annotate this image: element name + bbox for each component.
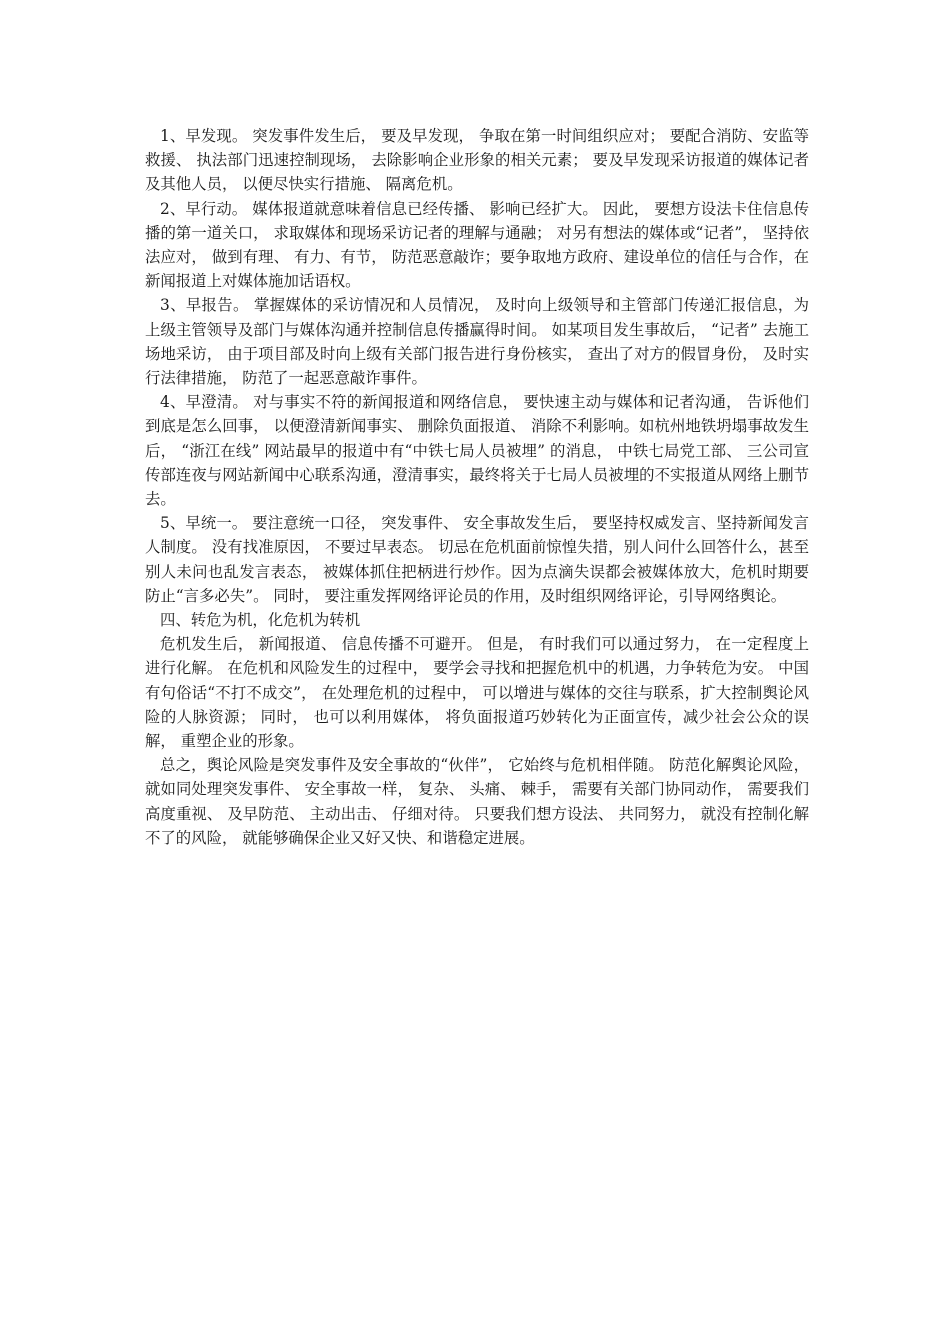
paragraph-early-discovery: 1、早发现。 突发事件发生后， 要及早发现， 争取在第一时间组织应对； 要配合消防、安监等救援、 执法部门迅速控制现场， 去除影响企业形象的相关元素； 要及早发现采访报道的媒体记者及其他人员， 以便尽快实行措施、 隔离危机。 [145, 127, 809, 194]
document-body [145, 124, 809, 850]
paragraph-early-report: 3、早报告。 掌握媒体的采访情况和人员情况， 及时向上级领导和主管部门传递汇报信息，为上级主管领导及部门与媒体沟通并控制信息传播赢得时间。 如某项目发生事故后， “记者” 去施工场地采访， 由于项目部及时向上级有关部门报告进行身份核实， 查出了对方的假冒身份， 及时实行法律措施， 防范了一起恶意敲诈事件。 [145, 296, 809, 388]
paragraph-crisis-opportunity: 危机发生后， 新闻报道、 信息传播不可避开。 但是， 有时我们可以通过努力， 在一定程度上进行化解。 在危机和风险发生的过程中， 要学会寻找和把握危机中的机遇，力争转危为安。 中国有句俗话“不打不成交”， 在处理危机的过程中， 可以增进与媒体的交往与联系，扩大控制舆论风险的人脉资源； 同时， 也可以利用媒体， 将负面报道巧妙转化为正面宣传，减少社会公众的误解， 重塑企业的形象。 [145, 635, 809, 751]
paragraph-conclusion: 总之，舆论风险是突发事件及安全事故的“伙伴”， 它始终与危机相伴随。 防范化解舆论风险， 就如同处理突发事件、 安全事故一样， 复杂、 头痛、 棘手， 需要有关部门协同动作， 需要我们高度重视、 及早防范、 主动出击、 仔细对待。 只要我们想方设法、 共同努力， 就没有控制化解不了的风险， 就能够确保企业又好又快、和谐稳定进展。 [145, 756, 809, 847]
paragraph-early-action: 2、早行动。 媒体报道就意味着信息已经传播、 影响已经扩大。 因此， 要想方设法卡住信息传播的第一道关口， 求取媒体和现场采访记者的理解与通融； 对另有想法的媒体或“记者”， 坚持依法应对， 做到有理、 有力、有节， 防范恶意敲诈；要争取地方政府、建设单位的信任与合作，在新闻报道上对媒体施加话语权。 [145, 199, 809, 291]
paragraph-early-unification: 5、早统一。 要注意统一口径， 突发事件、 安全事故发生后， 要坚持权威发言、坚持新闻发言人制度。 没有找准原因， 不要过早表态。 切忌在危机面前惊惶失措，别人问什么回答什么，甚至别人未问也乱发言表态， 被媒体抓住把柄进行炒作。因为点滴失误都会被媒体放大，危机时期要防止“言多必失”。 同时， 要注重发挥网络评论员的作用，及时组织网络评论，引导网络舆论。 [145, 514, 809, 605]
section-heading-turn-crisis: 四、转危为机，化危机为转机 [160, 611, 361, 630]
paragraph-early-clarification: 4、早澄清。 对与事实不符的新闻报道和网络信息， 要快速主动与媒体和记者沟通， 告诉他们到底是怎么回事， 以便澄清新闻事实、 删除负面报道、 消除不利影响。如杭州地铁坍塌事故发生后， “浙江在线” 网站最早的报道中有“中铁七局人员被埋” 的消息， 中铁七局党工部、 三公司宣传部连夜与网站新闻中心联系沟通，澄清事实，最终将关于七局人员被埋的不实报道从网络上删节去。 [145, 393, 809, 509]
